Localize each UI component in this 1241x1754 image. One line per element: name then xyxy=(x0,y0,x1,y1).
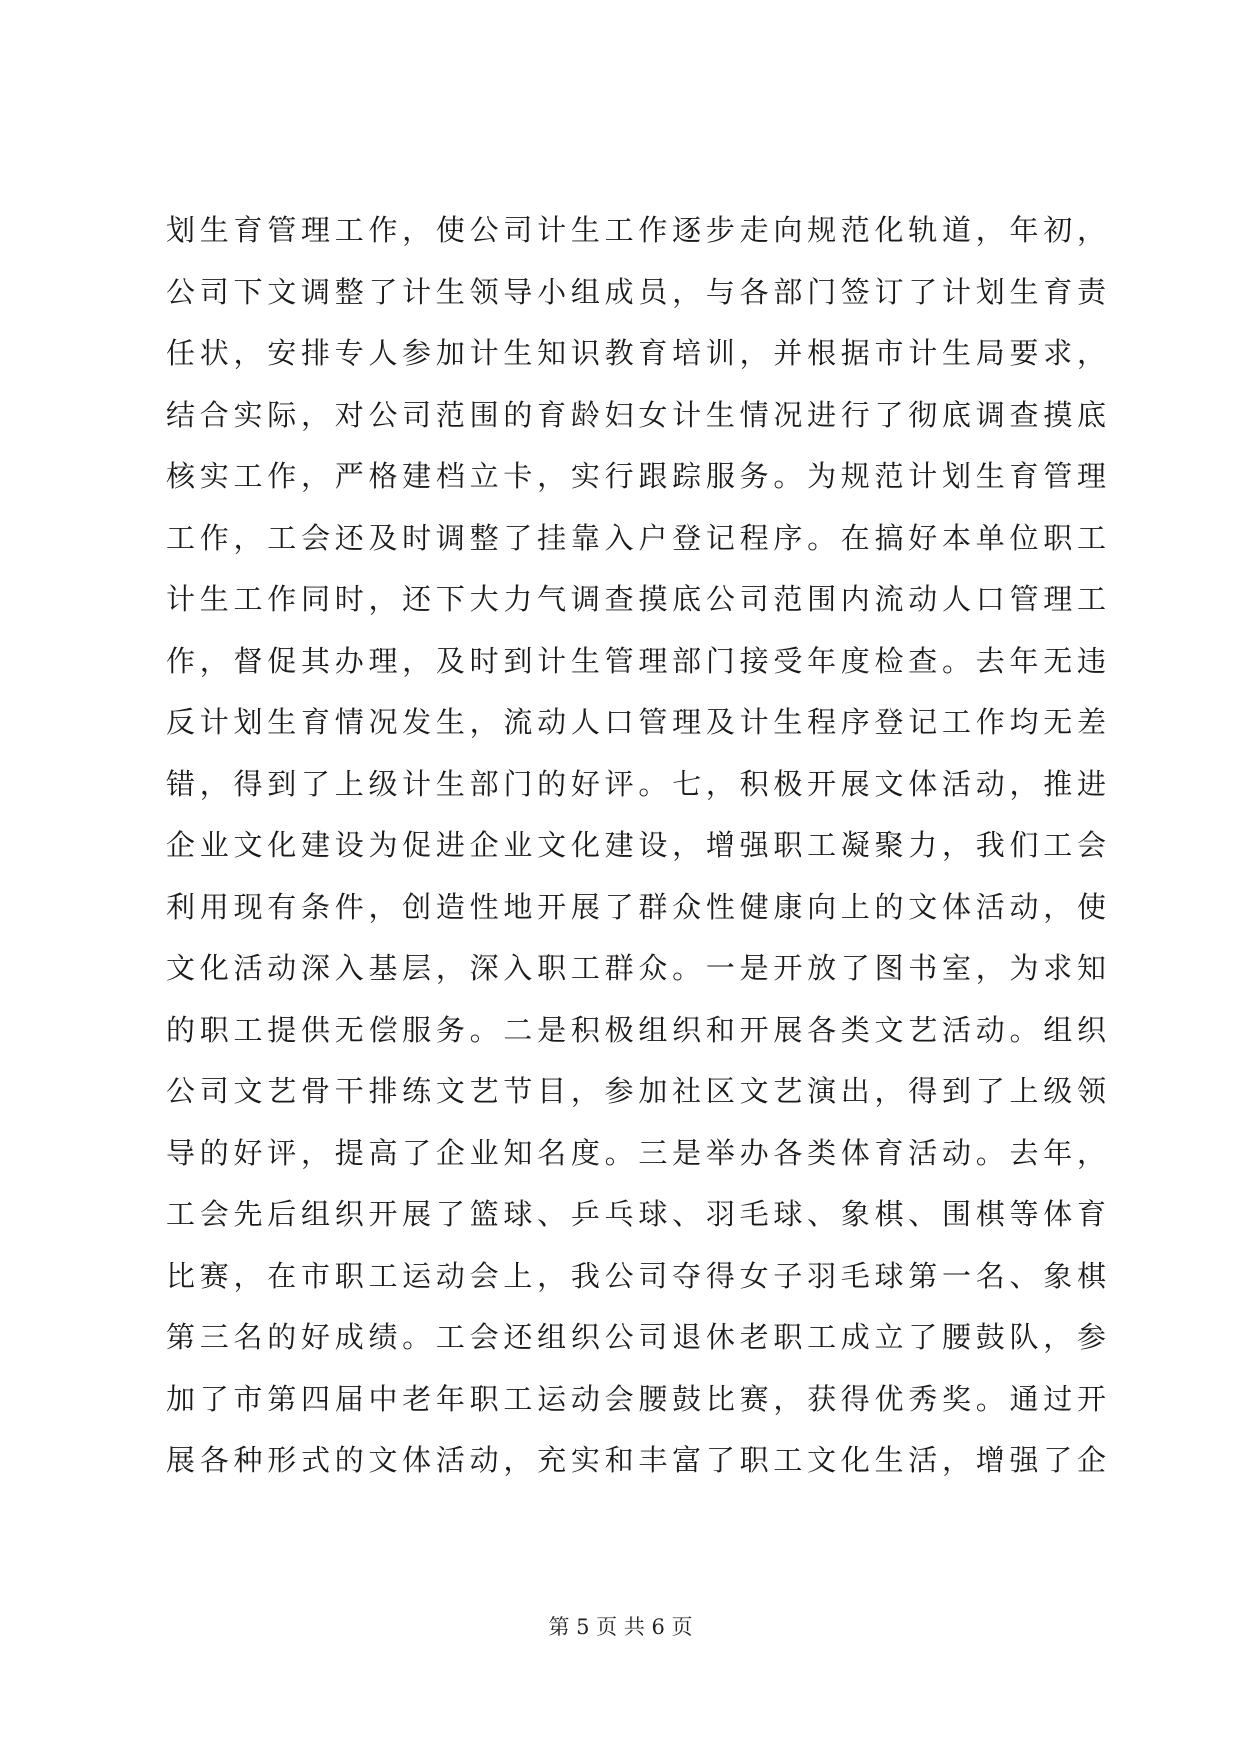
page-footer xyxy=(0,1612,1241,1642)
text-line-8: 作，督促其办理，及时到计生管理部门接受年度检查。去年无违 xyxy=(166,643,1106,678)
text-line-12: 利用现有条件，创造性地开展了群众性健康向上的文体活动，使 xyxy=(166,889,1106,924)
body-text xyxy=(166,200,1106,1492)
text-line-17: 工会先后组织开展了篮球、乒乓球、羽毛球、象棋、围棋等体育 xyxy=(166,1197,1106,1231)
text-line-21: 展各种形式的文体活动，充实和丰富了职工文化生活，增强了企 xyxy=(166,1443,1106,1477)
text-line-20: 加了市第四届中老年职工运动会腰鼓比赛，获得优秀奖。通过开 xyxy=(166,1381,1106,1416)
text-line-18: 比赛，在市职工运动会上，我公司夺得女子羽毛球第一名、象棋 xyxy=(166,1258,1106,1293)
text-line-16: 导的好评，提高了企业知名度。三是举办各类体育活动。去年， xyxy=(166,1135,1106,1170)
text-line-6: 工作，工会还及时调整了挂靠入户登记程序。在搞好本单位职工 xyxy=(166,520,1106,555)
text-line-1: 划生育管理工作，使公司计生工作逐步走向规范化轨道，年初， xyxy=(166,213,1106,247)
text-line-7: 计生工作同时，还下大力气调查摸底公司范围内流动人口管理工 xyxy=(166,582,1106,616)
page-number-label: 第 5 页 共 6 页 xyxy=(548,1615,693,1639)
text-line-4: 结合实际，对公司范围的育龄妇女计生情况进行了彻底调查摸底 xyxy=(166,397,1106,432)
text-line-19: 第三名的好成绩。工会还组织公司退休老职工成立了腰鼓队，参 xyxy=(166,1320,1106,1354)
text-line-5: 核实工作，严格建档立卡，实行跟踪服务。为规范计划生育管理 xyxy=(166,459,1106,493)
text-line-10: 错，得到了上级计生部门的好评。七，积极开展文体活动，推进 xyxy=(166,766,1106,801)
text-line-3: 任状，安排专人参加计生知识教育培训，并根据市计生局要求， xyxy=(166,336,1106,370)
text-line-14: 的职工提供无偿服务。二是积极组织和开展各类文艺活动。组织 xyxy=(166,1012,1106,1047)
text-line-9: 反计划生育情况发生，流动人口管理及计生程序登记工作均无差 xyxy=(166,705,1106,739)
text-line-13: 文化活动深入基层，深入职工群众。一是开放了图书室，为求知 xyxy=(166,951,1106,985)
text-line-15: 公司文艺骨干排练文艺节目，参加社区文艺演出，得到了上级领 xyxy=(166,1074,1106,1108)
text-line-11: 企业文化建设为促进企业文化建设，增强职工凝聚力，我们工会 xyxy=(166,828,1106,862)
text-line-2: 公司下文调整了计生领导小组成员，与各部门签订了计划生育责 xyxy=(166,274,1106,309)
